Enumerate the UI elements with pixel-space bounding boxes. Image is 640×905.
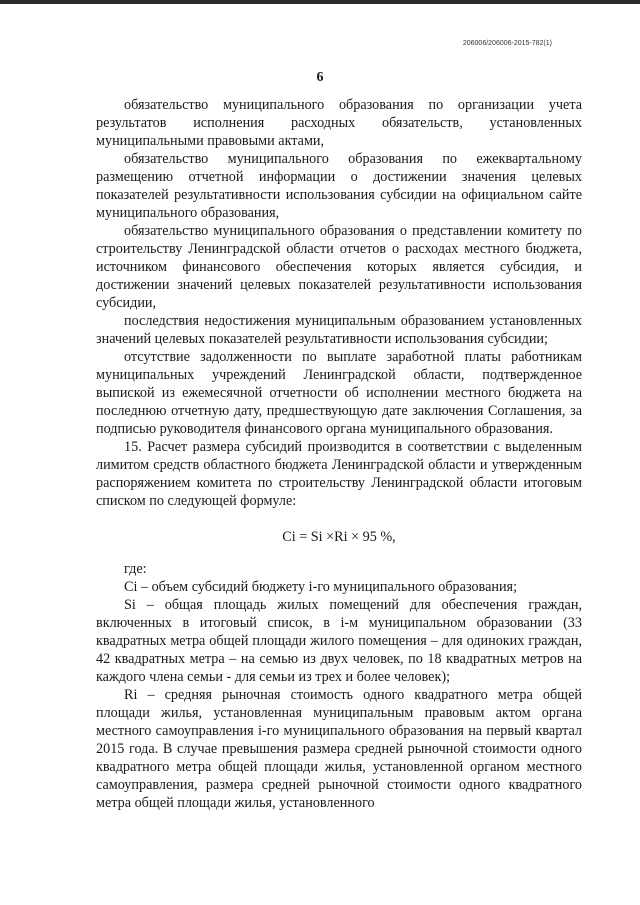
formula: Ci = Si ×Ri × 95 %, <box>282 529 396 545</box>
definition-si: Si – общая площадь жилых помещений для обеспечения граждан, включенных в итоговый список, в i-м муниципальном образовании (33 квадратных метра общей площади жилого помещения – для одиноких граждан, 42 квадратных метра – на семью из двух человек, по 18 квадратных метров на каждого члена семьи - для семьи из трех и более человек); <box>96 597 582 685</box>
definition-ri: Ri – средняя рыночная стоимость одного квадратного метра общей площади жилья, установленная муниципальным правовым актом органа местного самоуправления i-го муниципального образования на первый квартал 2015 года. В случае превышения размера средней рыночной стоимости одного квадратного метра общей площади жилья, установленной органом местного самоуправления, размера средней рыночной стоимости одного квадратного метра общей площади жилья, установленного <box>96 687 582 811</box>
paragraph: последствия недостижения муниципальным образованием установленных значений целевых показателей результативности использования субсидии; <box>96 313 582 347</box>
paragraph: 15. Расчет размера субсидий производится в соответствии с выделенным лимитом средств областного бюджета Ленинградской области и утвержденным распоряжением комитета по строительству Ленинградской области итоговым списком по следующей формуле: <box>96 439 582 509</box>
document-id: 206006/206006-2015-782(1) <box>462 40 552 47</box>
paragraph: обязательство муниципального образования о представлении комитету по строительству Ленинградской области отчетов о расходах местного бюджета, источником финансового обеспечения которых является субсидия, и достижении значений целевых показателей результативности использования субсидии, <box>96 223 582 311</box>
paragraph: обязательство муниципального образования по ежеквартальному размещению отчетной информации о достижении значения целевых показателей результативности использования субсидии на официальном сайте муниципального образования, <box>96 151 582 221</box>
paragraph: отсутствие задолженности по выплате заработной платы работникам муниципальных учреждений Ленинградской области, подтвержденное выпиской из ежемесячной отчетности об исполнении местного бюджета на последнюю отчетную дату, предшествующую дате заключения Соглашения, за подписью руководителя финансового органа муниципального образования. <box>96 349 582 437</box>
page-number: 6 <box>316 70 324 85</box>
document-body <box>96 96 582 812</box>
where-label: где: <box>124 561 147 577</box>
paragraph: обязательство муниципального образования по организации учета результатов исполнения расходных обязательств, установленных муниципальными правовыми актами, <box>96 97 582 149</box>
scan-top-edge <box>0 0 640 4</box>
definition-ci: Ci – объем субсидий бюджету i-го муниципального образования; <box>124 579 518 595</box>
